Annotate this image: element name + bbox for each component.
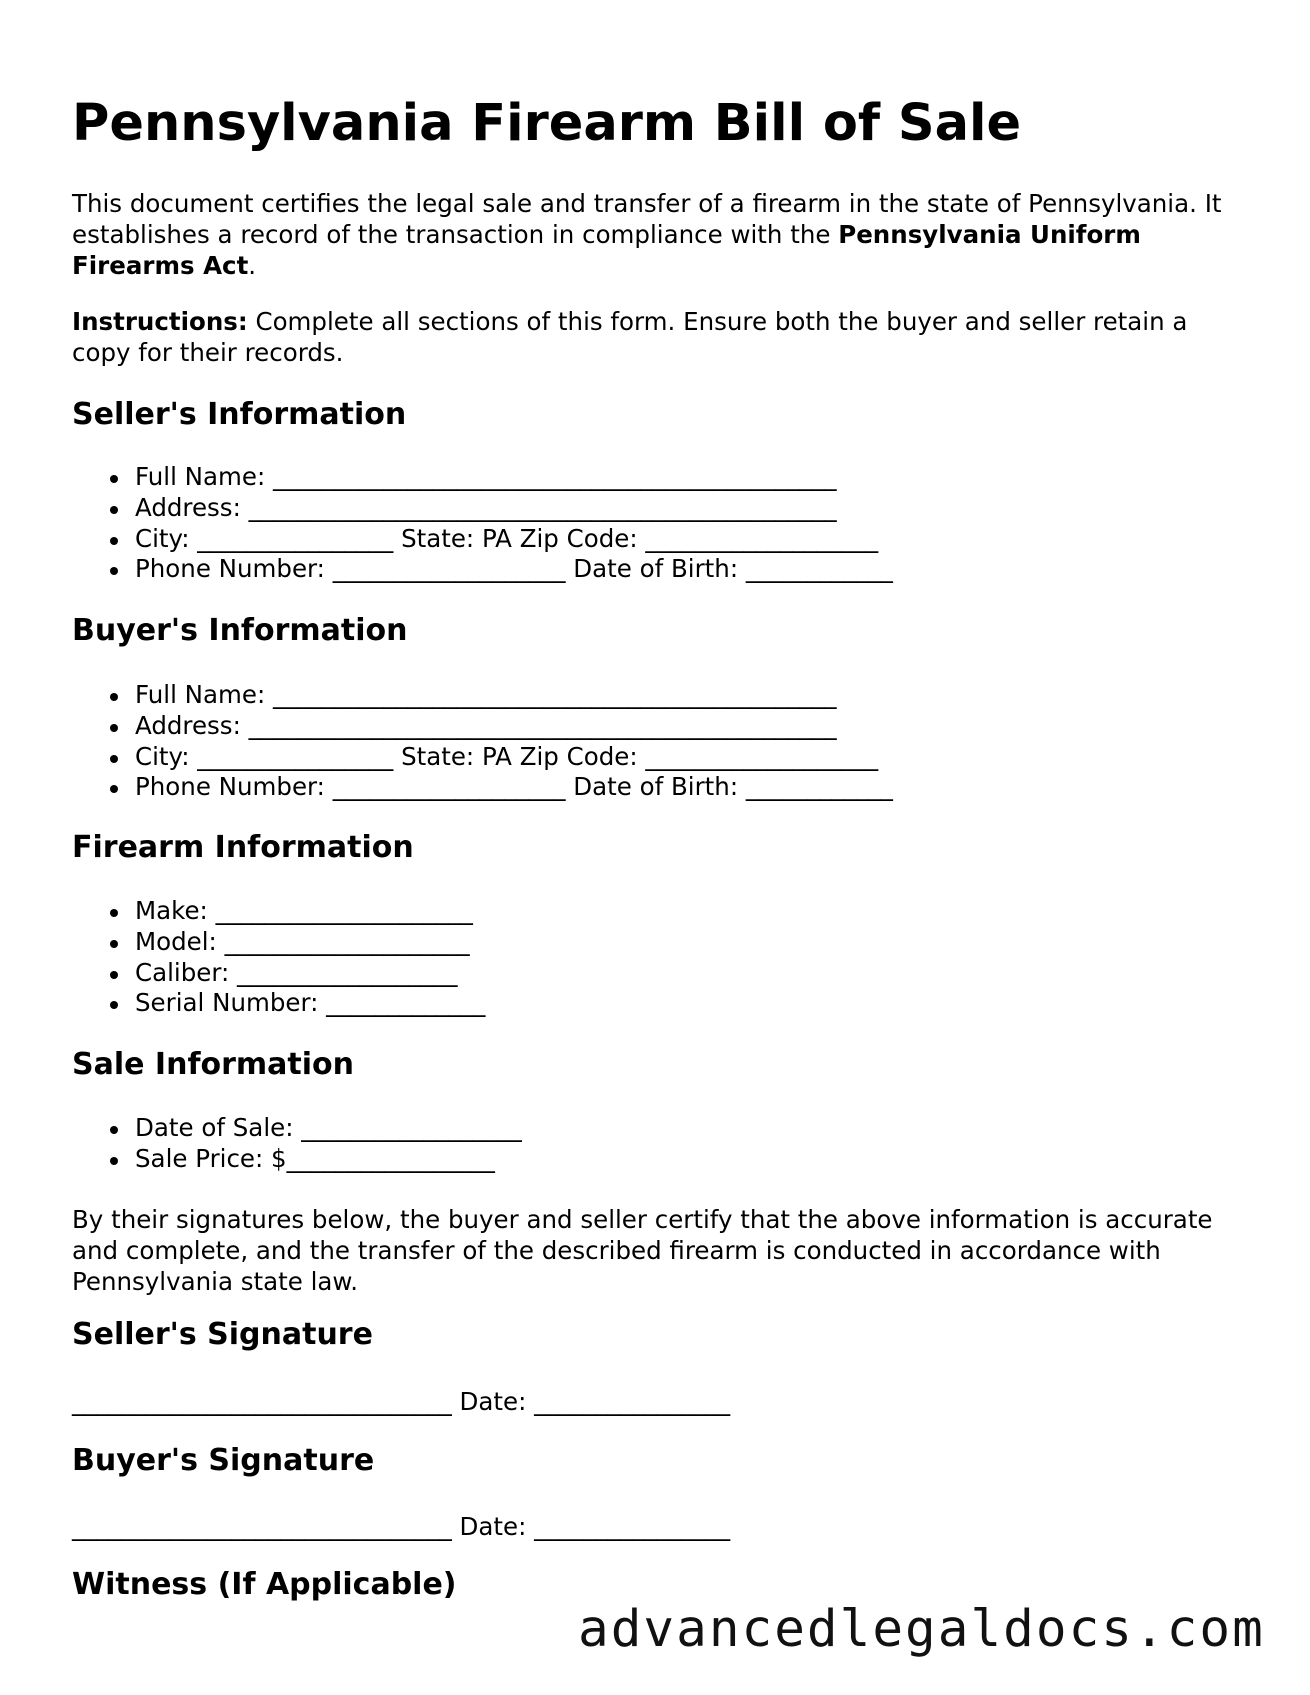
instructions-label: Instructions: (72, 307, 248, 336)
buyer-phone-dob-field: Phone Number: ___________________ Date of Birth: ____________ (72, 772, 893, 803)
buyer-info-list (72, 680, 893, 803)
intro-text: This document certifies the legal sale and transfer of a firearm in the state of Pennsylvania. It establishes a record of the transaction in compliance with the (72, 189, 1222, 249)
buyer-full-name-field: Full Name: ______________________________________________ (72, 680, 893, 711)
buyer-address-field: Address: ________________________________________________ (72, 711, 893, 742)
seller-signature-heading: Seller's Signature (72, 1317, 373, 1352)
seller-phone-dob-field: Phone Number: ___________________ Date of Birth: ____________ (72, 554, 893, 585)
seller-info-list (72, 462, 893, 585)
intro-paragraph (72, 188, 1252, 281)
buyer-info-heading: Buyer's Information (72, 613, 408, 648)
seller-signature-line: _______________________________ Date: ________________ (72, 1387, 731, 1416)
firearm-serial-number-field: Serial Number: _____________ (72, 988, 485, 1019)
buyer-signature-heading: Buyer's Signature (72, 1443, 375, 1478)
instructions-text: Complete all sections of this form. Ensure both the buyer and seller retain a copy for their records. (72, 307, 1188, 367)
certification-paragraph: By their signatures below, the buyer and seller certify that the above information is accurate and complete, and the transfer of the described firearm is conducted in accordance with Pennsylvania state law. (72, 1205, 1213, 1296)
buyer-city-state-zip-field: City: ________________ State: PA Zip Code: ___________________ (72, 742, 893, 773)
seller-info-heading: Seller's Information (72, 397, 407, 432)
seller-address-field: Address: ________________________________________________ (72, 493, 893, 524)
sale-date-field: Date of Sale: __________________ (72, 1113, 522, 1144)
buyer-signature-line: _______________________________ Date: ________________ (72, 1512, 731, 1541)
witness-heading: Witness (If Applicable) (72, 1567, 457, 1602)
sale-info-heading: Sale Information (72, 1047, 354, 1082)
firearm-make-field: Make: _____________________ (72, 896, 485, 927)
sale-price-field: Sale Price: $_________________ (72, 1144, 522, 1175)
seller-city-state-zip-field: City: ________________ State: PA Zip Code: ___________________ (72, 524, 893, 555)
sale-info-list (72, 1113, 522, 1175)
intro-text-end: . (248, 251, 257, 280)
act-name: Pennsylvania Uniform Firearms Act (72, 220, 1141, 280)
seller-full-name-field: Full Name: ______________________________________________ (72, 462, 893, 493)
firearm-info-list (72, 896, 485, 1019)
document-title: Pennsylvania Firearm Bill of Sale (72, 94, 1022, 153)
firearm-model-field: Model: ____________________ (72, 927, 485, 958)
instructions-paragraph (72, 306, 1252, 368)
firearm-caliber-field: Caliber: __________________ (72, 958, 485, 989)
watermark-text: advancedlegaldocs.com (578, 1600, 1265, 1659)
firearm-info-heading: Firearm Information (72, 830, 414, 865)
